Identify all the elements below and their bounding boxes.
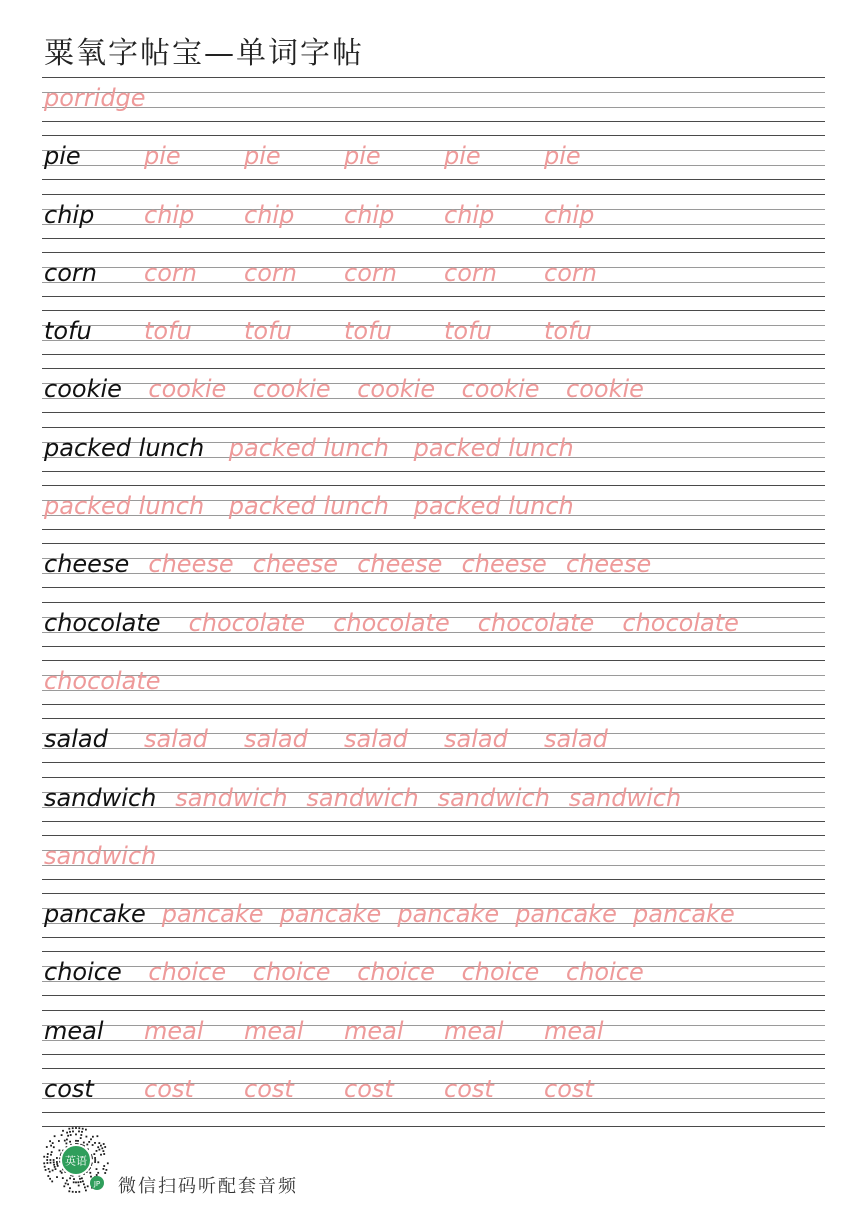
qr-dot	[83, 1142, 85, 1144]
ruling-line	[42, 1054, 825, 1055]
trace-word: tofu	[244, 317, 292, 346]
qr-dot	[46, 1146, 48, 1148]
qr-dot	[81, 1131, 83, 1133]
model-word: meal	[44, 1016, 104, 1045]
trace-word: meal	[444, 1016, 504, 1045]
trace-word: pie	[444, 142, 481, 171]
qr-dot	[47, 1162, 49, 1164]
trace-word: cost	[344, 1075, 394, 1104]
qr-dot	[66, 1180, 68, 1182]
qr-dot	[53, 1161, 55, 1163]
qr-dot	[75, 1127, 77, 1129]
model-word: chip	[44, 200, 95, 229]
trace-word: tofu	[444, 317, 492, 346]
trace-word: cheese	[357, 550, 443, 579]
practice-row	[42, 951, 825, 1009]
practice-sheet	[42, 77, 825, 1127]
trace-word: chip	[444, 200, 495, 229]
trace-word: corn	[544, 258, 597, 287]
qr-dot	[62, 1177, 64, 1179]
trace-word: chocolate	[188, 608, 306, 637]
scan-instruction: 微信扫码听配套音频	[118, 1176, 298, 1197]
qr-dot	[103, 1168, 105, 1170]
qr-dot	[53, 1146, 55, 1148]
ruling-line	[42, 937, 825, 938]
qr-dot	[73, 1181, 75, 1183]
model-word: sandwich	[44, 783, 157, 812]
ruling-line	[42, 646, 825, 647]
qr-dot	[106, 1169, 108, 1171]
practice-row	[42, 310, 825, 368]
qr-dot	[85, 1129, 87, 1131]
row-words	[44, 547, 825, 581]
qr-dot	[51, 1151, 53, 1153]
ruling-line	[42, 296, 825, 297]
ruling-line	[42, 995, 825, 996]
trace-word: pie	[244, 142, 281, 171]
trace-word: chocolate	[333, 608, 450, 637]
row-words	[44, 781, 825, 815]
row-words	[44, 1014, 825, 1048]
qr-dot	[93, 1153, 95, 1155]
ruling-line	[42, 135, 825, 136]
trace-word: cookie	[566, 375, 644, 404]
trace-word: salad	[344, 725, 408, 754]
qr-dot	[46, 1159, 48, 1161]
ruling-line	[42, 543, 825, 544]
qr-dot	[55, 1168, 57, 1170]
trace-word: cookie	[357, 375, 436, 404]
trace-word: packed lunch	[228, 492, 389, 521]
trace-word: choice	[148, 958, 227, 987]
qr-dot	[103, 1143, 105, 1145]
qr-dot	[54, 1135, 56, 1137]
qr-dot	[86, 1136, 88, 1138]
trace-word: sandwich	[568, 783, 682, 812]
qr-dot	[69, 1141, 71, 1143]
row-words	[44, 489, 825, 523]
qr-dot	[72, 1127, 74, 1129]
trace-word: salad	[544, 725, 608, 754]
qr-dot	[107, 1162, 109, 1164]
qr-dot	[62, 1130, 64, 1132]
qr-dot	[49, 1140, 51, 1142]
qr-dot	[103, 1150, 105, 1152]
trace-word: chip	[344, 200, 395, 229]
trace-word: corn	[144, 258, 197, 287]
qr-dot	[73, 1178, 75, 1180]
qr-dot	[79, 1178, 81, 1180]
qr-badge-text: 英语	[65, 1154, 87, 1168]
ruling-line	[42, 77, 825, 78]
practice-row	[42, 1010, 825, 1068]
qr-dot	[47, 1156, 49, 1158]
trace-word: porridge	[44, 84, 146, 112]
row-words	[44, 314, 825, 348]
qr-dot	[56, 1176, 58, 1178]
qr-dot	[103, 1165, 105, 1167]
qr-dot	[72, 1191, 74, 1193]
ruling-line	[42, 718, 825, 719]
qr-dot	[67, 1183, 69, 1185]
qr-dot	[70, 1134, 72, 1136]
trace-word: cheese	[566, 550, 652, 579]
qr-dot	[104, 1146, 106, 1148]
qr-dot	[69, 1187, 71, 1189]
trace-word: pancake	[397, 900, 500, 929]
trace-word: pie	[344, 142, 381, 171]
ruling-line	[42, 354, 825, 355]
qr-dot	[54, 1166, 56, 1168]
qr-dot	[92, 1136, 94, 1138]
qr-dot	[68, 1190, 70, 1192]
trace-word: chip	[544, 200, 595, 229]
qr-dot	[100, 1154, 102, 1156]
qr-dot	[57, 1165, 59, 1167]
footer	[40, 1126, 440, 1206]
model-word: cheese	[44, 550, 130, 579]
trace-word: corn	[344, 258, 397, 287]
qr-dot	[47, 1175, 49, 1177]
practice-row	[42, 368, 825, 426]
trace-word: cookie	[148, 375, 227, 404]
ruling-line	[42, 471, 825, 472]
trace-word: choice	[566, 958, 644, 987]
practice-row	[42, 835, 825, 893]
row-words	[44, 198, 825, 232]
ruling-line	[42, 529, 825, 530]
qr-dot	[92, 1144, 94, 1146]
qr-dot	[75, 1182, 77, 1184]
qr-dot	[104, 1172, 106, 1174]
row-words	[44, 256, 825, 290]
trace-word: packed lunch	[413, 433, 574, 462]
ruling-line	[42, 951, 825, 952]
qr-dot	[52, 1142, 54, 1144]
row-words	[44, 955, 825, 989]
row-words	[44, 722, 825, 756]
qr-dot	[100, 1145, 102, 1147]
model-word: choice	[44, 958, 122, 987]
qr-dot	[97, 1135, 99, 1137]
qr-dot	[47, 1153, 49, 1155]
qr-dot	[94, 1157, 96, 1159]
qr-dot	[82, 1128, 84, 1130]
model-word: tofu	[44, 317, 92, 346]
practice-row	[42, 194, 825, 252]
trace-word: sandwich	[306, 783, 419, 812]
row-words	[44, 664, 825, 698]
practice-row	[42, 660, 825, 718]
model-word: chocolate	[44, 608, 161, 637]
qr-dot	[45, 1169, 47, 1171]
trace-word: pancake	[633, 900, 735, 929]
qr-dot	[82, 1180, 84, 1182]
trace-word: chocolate	[622, 608, 739, 637]
model-word: cost	[44, 1075, 94, 1104]
practice-row	[42, 777, 825, 835]
trace-word: meal	[344, 1016, 404, 1045]
trace-word: cookie	[461, 375, 540, 404]
trace-word: packed lunch	[228, 433, 389, 462]
practice-row	[42, 718, 825, 776]
trace-word: cheese	[461, 550, 547, 579]
ruling-line	[42, 238, 825, 239]
row-words	[44, 1072, 825, 1106]
qr-dot	[99, 1149, 101, 1151]
qr-dot	[97, 1146, 99, 1148]
qr-dot	[66, 1139, 68, 1141]
qr-dot	[72, 1131, 74, 1133]
trace-word: choice	[357, 958, 435, 987]
qr-dot	[98, 1142, 100, 1144]
trace-word: cost	[444, 1075, 494, 1104]
qr-dot	[80, 1181, 82, 1183]
trace-word: packed lunch	[413, 492, 574, 521]
trace-word: chip	[244, 200, 295, 229]
trace-word: chip	[144, 200, 195, 229]
model-word: corn	[44, 258, 97, 287]
ruling-line	[42, 1010, 825, 1011]
qr-dot	[81, 1177, 83, 1179]
qr-dot	[61, 1134, 63, 1136]
ruling-line	[42, 821, 825, 822]
qr-dot	[94, 1161, 96, 1163]
qr-dot	[80, 1137, 82, 1139]
ruling-line	[42, 879, 825, 880]
trace-word: cheese	[252, 550, 339, 579]
row-words	[44, 839, 825, 873]
practice-row	[42, 252, 825, 310]
trace-word: salad	[144, 725, 208, 754]
qr-dot	[94, 1142, 96, 1144]
ruling-line	[42, 412, 825, 413]
practice-row	[42, 427, 825, 485]
qr-dot	[75, 1140, 77, 1142]
qr-dot	[75, 1134, 77, 1136]
trace-word: choice	[461, 958, 540, 987]
qr-dot	[80, 1134, 82, 1136]
qr-dot	[52, 1170, 54, 1172]
practice-row	[42, 543, 825, 601]
ruling-line	[42, 427, 825, 428]
qr-dot	[43, 1162, 45, 1164]
qr-dot	[96, 1150, 98, 1152]
qr-dot	[44, 1166, 46, 1168]
trace-word: pancake	[279, 900, 382, 929]
qr-dot	[85, 1190, 87, 1192]
qr-dot	[94, 1159, 96, 1161]
qr-dot	[58, 1140, 60, 1142]
qr-dot	[75, 1191, 77, 1193]
qr-dot	[49, 1178, 51, 1180]
ruling-line	[42, 485, 825, 486]
row-words	[44, 139, 825, 173]
row-words	[44, 431, 825, 465]
trace-word: tofu	[144, 317, 192, 346]
trace-word: cost	[144, 1075, 194, 1104]
qr-dot	[56, 1157, 58, 1159]
trace-word: meal	[144, 1016, 204, 1045]
qr-dot	[101, 1147, 103, 1149]
qr-dot	[78, 1185, 80, 1187]
trace-word: sandwich	[175, 783, 288, 812]
ruling-line	[42, 179, 825, 180]
qr-corner-text: JP	[93, 1180, 101, 1188]
trace-word: pancake	[515, 900, 617, 929]
practice-row	[42, 485, 825, 543]
trace-word: corn	[444, 258, 497, 287]
practice-row	[42, 893, 825, 951]
ruling-line	[42, 704, 825, 705]
ruling-line	[42, 252, 825, 253]
qr-dot	[66, 1132, 68, 1134]
model-word: pancake	[44, 900, 146, 929]
trace-word: cost	[244, 1075, 294, 1104]
qr-dot	[69, 1131, 71, 1133]
qr-dot	[67, 1135, 69, 1137]
qr-dot	[89, 1172, 91, 1174]
qr-dot	[77, 1181, 79, 1183]
qr-dot	[97, 1172, 99, 1174]
qr-dot	[68, 1128, 70, 1130]
qr-dot	[48, 1168, 50, 1170]
trace-word: cookie	[252, 375, 331, 404]
model-word: salad	[44, 725, 108, 754]
trace-word: meal	[244, 1016, 304, 1045]
trace-word: packed lunch	[44, 492, 205, 521]
qr-dot	[84, 1187, 86, 1189]
qr-dot	[50, 1162, 52, 1164]
qr-code-icon[interactable]	[40, 1126, 112, 1198]
practice-row	[42, 1068, 825, 1126]
qr-dot	[97, 1161, 99, 1163]
qr-dot	[59, 1150, 61, 1152]
qr-dot	[103, 1153, 105, 1155]
qr-dot	[69, 1177, 71, 1179]
qr-dot	[64, 1140, 66, 1142]
ruling-line	[42, 602, 825, 603]
qr-dot	[78, 1127, 80, 1129]
row-words	[44, 81, 825, 115]
qr-dot	[86, 1144, 88, 1146]
model-word: pie	[44, 142, 81, 171]
row-words	[44, 606, 825, 640]
trace-word: meal	[544, 1016, 604, 1045]
qr-dot	[65, 1183, 67, 1185]
qr-dot	[50, 1154, 52, 1156]
qr-dot	[53, 1164, 55, 1166]
qr-dot	[90, 1176, 92, 1178]
qr-dot	[56, 1163, 58, 1165]
trace-word: salad	[244, 725, 308, 754]
qr-dot	[50, 1145, 52, 1147]
ruling-line	[42, 1068, 825, 1069]
qr-dot	[78, 1131, 80, 1133]
row-words	[44, 372, 825, 406]
ruling-line	[42, 835, 825, 836]
qr-dot	[96, 1174, 98, 1176]
qr-dot	[63, 1185, 65, 1187]
trace-word: tofu	[344, 317, 392, 346]
practice-row	[42, 602, 825, 660]
qr-dot	[49, 1171, 51, 1173]
qr-dot	[88, 1141, 90, 1143]
qr-dot	[60, 1170, 62, 1172]
ruling-line	[42, 762, 825, 763]
trace-word: chocolate	[477, 608, 595, 637]
qr-dot	[96, 1168, 98, 1170]
trace-word: choice	[252, 958, 331, 987]
ruling-line	[42, 777, 825, 778]
ruling-line	[42, 368, 825, 369]
ruling-line	[42, 194, 825, 195]
trace-word: pancake	[161, 900, 264, 929]
ruling-line	[42, 121, 825, 122]
qr-dot	[90, 1138, 92, 1140]
qr-dot	[53, 1159, 55, 1161]
trace-word: tofu	[544, 317, 592, 346]
ruling-line	[42, 310, 825, 311]
qr-dot	[51, 1181, 53, 1183]
practice-row	[42, 77, 825, 135]
trace-word: cost	[544, 1075, 594, 1104]
model-word: packed lunch	[44, 433, 205, 462]
model-word: cookie	[44, 375, 122, 404]
ruling-line	[42, 587, 825, 588]
qr-dot	[56, 1161, 58, 1163]
trace-word: chocolate	[44, 666, 161, 695]
ruling-line	[42, 1112, 825, 1113]
ruling-line	[42, 660, 825, 661]
trace-word: corn	[244, 258, 297, 287]
qr-dot	[77, 1140, 79, 1142]
qr-dot	[83, 1183, 85, 1185]
qr-dot	[87, 1185, 89, 1187]
qr-dot	[43, 1156, 45, 1158]
trace-word: salad	[444, 725, 508, 754]
qr-dot	[66, 1143, 68, 1145]
trace-word: cheese	[148, 550, 234, 579]
qr-dot	[50, 1159, 52, 1161]
page-title: 粟氧字帖宝—单词字帖	[44, 36, 364, 71]
trace-word: pie	[544, 142, 581, 171]
trace-word: sandwich	[44, 841, 157, 870]
trace-word: sandwich	[437, 783, 550, 812]
qr-dot	[78, 1191, 80, 1193]
practice-row	[42, 135, 825, 193]
trace-word: pie	[144, 142, 181, 171]
row-words	[44, 897, 825, 931]
ruling-line	[42, 893, 825, 894]
